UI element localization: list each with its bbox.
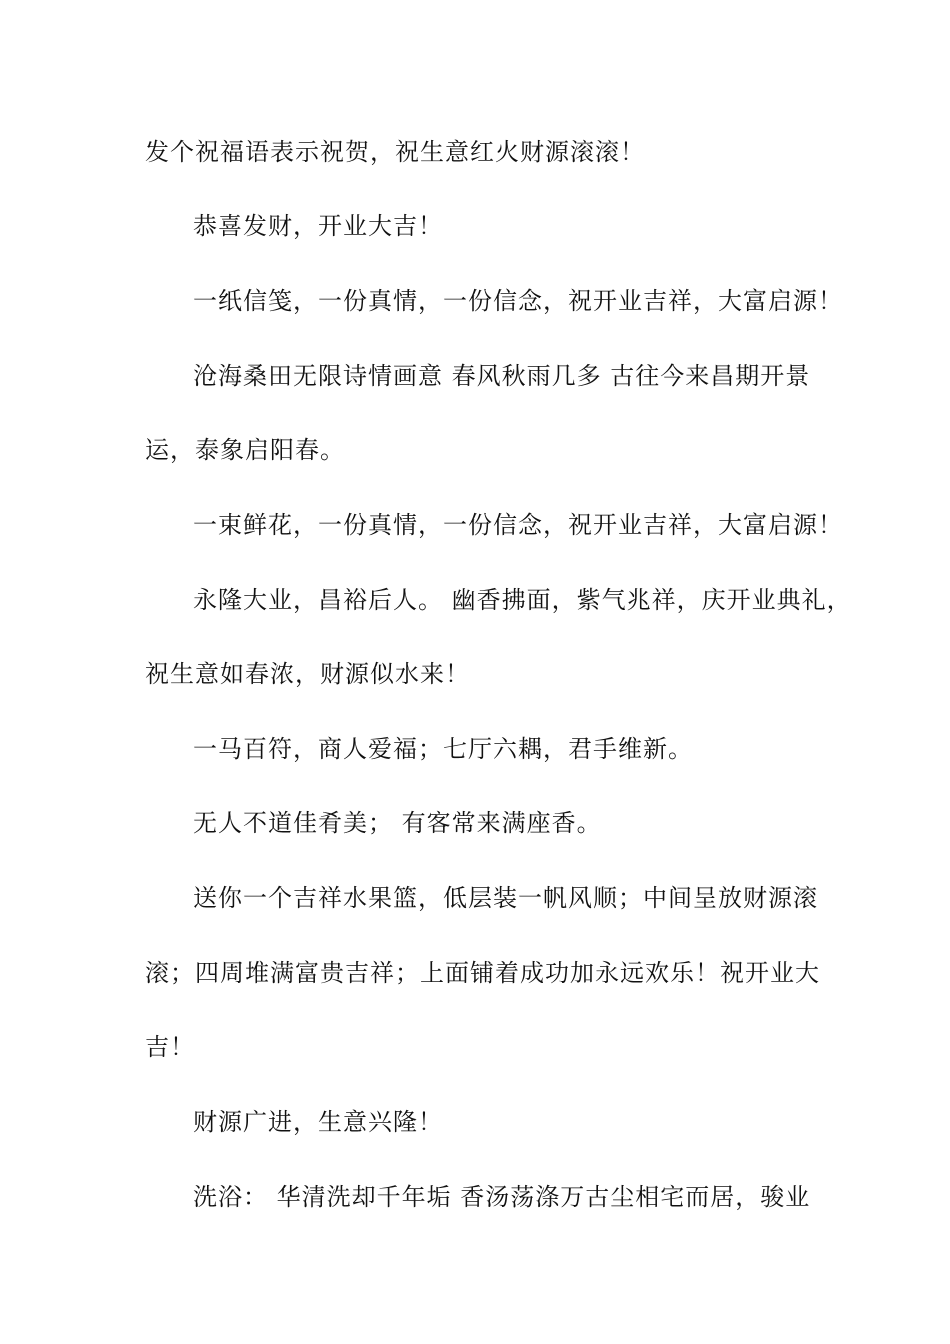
text-line-8: 祝生意如春浓，财源似水来！	[145, 660, 470, 688]
text-line-9: 一马百符，商人爱福；七厅六耦，君手维新。	[193, 735, 693, 763]
text-line-5: 运，泰象启阳春。	[145, 436, 345, 464]
text-line-10: 无人不道佳肴美； 有客常来满座香。	[193, 809, 602, 837]
text-line-6: 一束鲜花，一份真情，一份信念，祝开业吉祥，大富启源！	[193, 511, 843, 539]
text-line-3: 一纸信笺，一份真情，一份信念，祝开业吉祥，大富启源！	[193, 287, 843, 315]
text-line-12: 滚；四周堆满富贵吉祥；上面铺着成功加永远欢乐！祝开业大	[145, 959, 820, 987]
text-line-2: 恭喜发财，开业大吉！	[193, 212, 443, 240]
text-line-1: 发个祝福语表示祝贺，祝生意红火财源滚滚！	[145, 138, 645, 166]
text-line-4: 沧海桑田无限诗情画意 春风秋雨几多 古往今来昌期开景	[193, 362, 811, 390]
text-line-15: 洗浴： 华清洗却千年垢 香汤荡涤万古尘相宅而居，骏业	[193, 1183, 811, 1211]
text-line-11: 送你一个吉祥水果篮，低层装一帆风顺；中间呈放财源滚	[193, 884, 818, 912]
text-line-7: 永隆大业，昌裕后人。 幽香拂面，紫气兆祥，庆开业典礼，	[193, 586, 852, 614]
text-line-13: 吉！	[145, 1033, 195, 1061]
text-line-14: 财源广进，生意兴隆！	[193, 1108, 443, 1136]
